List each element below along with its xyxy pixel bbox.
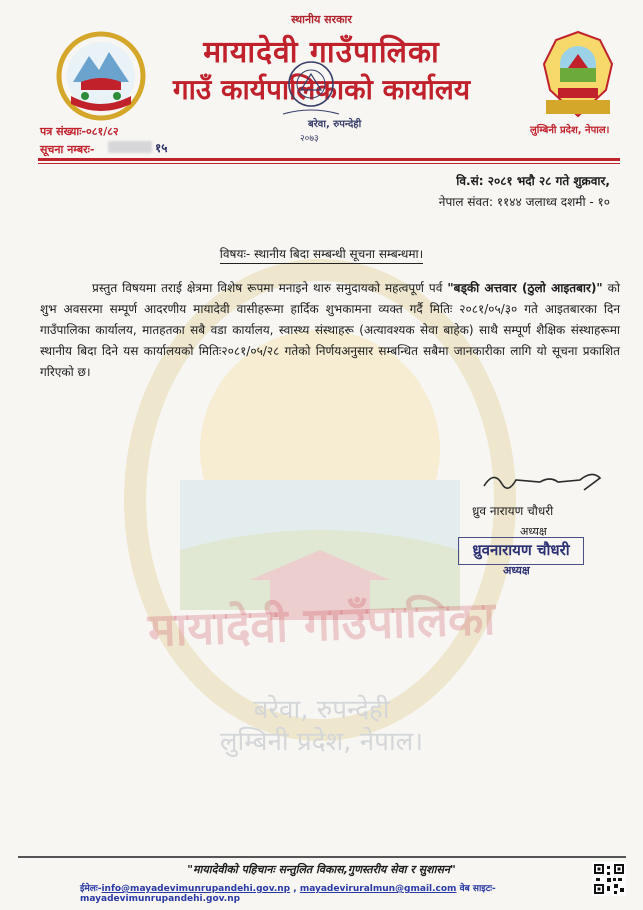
qr-code-icon — [592, 862, 626, 896]
signatory-title: अध्यक्ष — [520, 525, 547, 538]
province-caption: लुम्बिनी प्रदेश, नेपाल। — [530, 125, 610, 136]
website-label: वेब साइटः- — [456, 884, 496, 894]
watermark-address-1: बरेवा, रुपन्देही — [253, 695, 390, 725]
subject-text: विषयः- स्थानीय बिदा सम्बन्धी सूचना सम्बन्धमा। — [220, 247, 423, 264]
festival-name: "बड्की अत्तवार (ठुलो आइतबार)" — [447, 281, 603, 295]
footer-divider — [18, 856, 626, 858]
email-link-1[interactable]: info@mayadevimunrupandehi.gov.np — [101, 884, 291, 894]
name-stamp-title: अध्यक्ष — [503, 564, 530, 577]
date-nepal-samvat: नेपाल संवत: ११४४ जलाध्व दशमी - १० — [438, 195, 610, 209]
email-label: ईमेलः- — [80, 884, 102, 894]
signatory-name: ध्रुव नारायण चौधरी — [472, 504, 554, 518]
stamp-address: बरेवा, रुपन्देही — [308, 119, 362, 130]
signature-icon — [480, 466, 610, 496]
stamp-year: २०७३ — [300, 134, 319, 144]
body-part-1: प्रस्तुत विषयमा तराई क्षेत्रमा विशेष रूपमा मनाइने थारु समुदायको महत्वपूर्ण पर्व — [92, 281, 448, 295]
email-link-2[interactable]: mayadeviruralmun@gmail.com — [299, 884, 457, 894]
local-government-label: स्थानीय सरकार — [291, 13, 352, 26]
date-vikram-samvat: वि.सं: २०८१ भदौ २८ गते शुक्रवार, — [456, 174, 610, 188]
municipality-logo-icon — [538, 28, 618, 120]
subject-line — [0, 245, 643, 262]
watermark-name: मायादेवी गाउँपालिका — [147, 590, 497, 658]
website-link[interactable]: mayadevimunrupandehi.gov.np — [80, 894, 241, 904]
letter-number: पत्र संख्याः-०८१/८२ — [40, 125, 119, 138]
nepal-emblem-icon — [55, 30, 147, 122]
body-part-2: को शुभ अवसरमा सम्पूर्ण आदरणीय मायादेवी वासीहरूमा हार्दिक शुभकामना व्यक्त गर्दै मितिः २०८१/०५/३० गते आइतबारका दिन गाउँपालिका कार्यालय, मातहतका सबै वडा कार्यालय, स्वास्थ्य संस्थाहरू (अत्यावश्यक सेवा बाहेक) साथै सम्पूर्ण शैक्षिक संस्थाहरूमा स्थानीय बिदा दिने यस कार्यालयको मितिः२०८१/०५/२८ गतेको निर्णयअनुसार सम्बन्धित सबैमा जानकारीका लागि यो सूचना प्रकाशित गरिएको छ। — [40, 281, 620, 379]
footer-slogan: "मायादेवीको पहिचानः सन्तुलित विकास,गुणस्तरीय सेवा र सुशासन" — [187, 863, 456, 876]
redacted-block — [108, 141, 152, 153]
notice-number-label: सूचना नम्बरः- — [40, 143, 95, 156]
email-separator: , — [290, 884, 300, 894]
office-title: गाउँ कार्यपालिकाको कार्यालय — [172, 73, 471, 106]
watermark-address-2: लुम्बिनी प्रदेश, नेपाल। — [219, 727, 424, 757]
header-divider — [38, 158, 620, 161]
header-divider-thin — [38, 163, 620, 164]
notice-body — [40, 278, 620, 383]
footer-contact — [80, 881, 643, 904]
municipality-title: मायादेवी गाउँपालिका — [203, 35, 440, 70]
notice-number-value: १५ — [155, 141, 168, 155]
name-stamp-text: ध्रुवनारायण चौधरी — [472, 541, 570, 559]
